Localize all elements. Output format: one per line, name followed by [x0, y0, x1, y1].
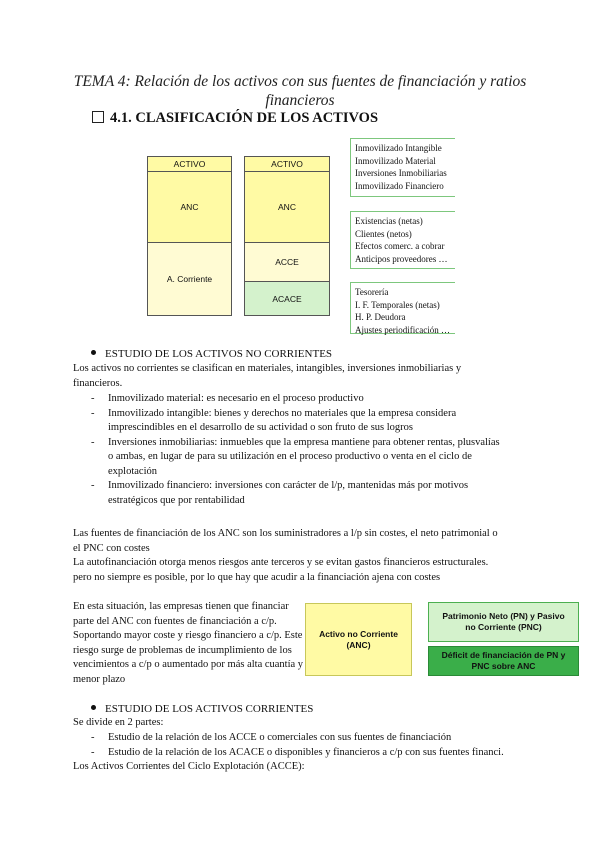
group-anc-item: Inversiones Inmobiliarias: [355, 168, 447, 178]
section-heading-text: 4.1. CLASIFICACIÓN DE LOS ACTIVOS: [110, 110, 379, 126]
group-acce-item: Existencias (netas): [355, 216, 423, 226]
bullet-icon: [91, 350, 96, 355]
anc-intro-line: Los activos no corrientes se clasifican en materiales, intangibles, inversiones inmobiliarias y: [73, 363, 462, 374]
paragraph-line: pero no siempre es posible, por lo que hay que acudir a la financiación ajena con costes: [73, 571, 441, 583]
list-item-line: Inmovilizado material: es necesario en el proceso productivo: [108, 393, 364, 404]
ac-intro: Se divide en 2 partes:: [73, 717, 164, 728]
group-acace-item: I. F. Temporales (netas): [355, 299, 440, 310]
paragraph-line: Soportando mayor coste y riesgo financiero a c/p. Este: [73, 630, 303, 641]
section-ac-heading: [91, 703, 313, 715]
section-anc-heading-text: ESTUDIO DE LOS ACTIVOS NO CORRIENTES: [105, 348, 333, 360]
group-acace-item: Tesorería: [355, 287, 389, 297]
dash-icon: -: [91, 746, 95, 758]
anc-paragraph-3: [73, 600, 333, 687]
page-title: TEMA 4: Relación de los activos con sus fuentes de financiación y ratios financieros: [73, 73, 527, 109]
list-item: [91, 407, 538, 436]
group-anc-list: [350, 138, 455, 197]
paragraph-line: el PNC con costes: [73, 542, 150, 554]
right-acace: ACACE: [245, 282, 329, 315]
asset-column-right: [244, 156, 330, 316]
left-header: ACTIVO: [148, 157, 231, 172]
list-item-line: Estudio de la relación de los ACACE o disponibles y financieros a c/p con sus fuentes financi.: [108, 746, 504, 758]
list-item-line: Inversiones inmobiliarias: inmuebles que la empresa mantiene para obtener rentas, plusvalías: [108, 436, 500, 448]
paragraph-line: Las fuentes de financiación de los ANC son los suministradores a l/p sin costes, el neto patrimonial o: [73, 528, 498, 539]
anc-intro: [73, 362, 543, 391]
section-ac-heading-text: ESTUDIO DE LOS ACTIVOS CORRIENTES: [105, 703, 314, 715]
group-acace-list: [350, 282, 455, 334]
group-acce-item: Efectos comerc. a cobrar: [355, 241, 445, 251]
list-item-line: Estudio de la relación de los ACCE o comerciales con sus fuentes de financiación: [108, 732, 452, 743]
bullet-icon: [91, 705, 96, 710]
box-deficit: Déficit de financiación de PN y PNC sobre ANC: [428, 646, 579, 676]
paragraph-line: parte del ANC con fuentes de financiación a c/p.: [73, 615, 277, 627]
anc-paragraph-1: [73, 527, 553, 585]
section-heading: [92, 110, 378, 127]
left-ac: A. Corriente: [166, 274, 213, 284]
group-acce-list: [350, 211, 455, 269]
group-anc-item: Inmovilizado Intangible: [355, 143, 442, 153]
list-item-line: explotación: [108, 465, 157, 477]
ac-closing: Los Activos Corrientes del Ciclo Explotación (ACCE):: [73, 761, 305, 772]
group-anc-item: Inmovilizado Material: [355, 155, 436, 166]
list-item: [91, 392, 538, 407]
right-header: ACTIVO: [245, 157, 329, 172]
anc-list: [91, 392, 538, 508]
list-item-line: Inmovilizado financiero: inversiones con carácter de l/p, mantenidas más por motivos: [108, 480, 469, 491]
left-anc: ANC: [148, 172, 231, 243]
dash-icon: -: [91, 732, 95, 743]
paragraph-line: En esta situación, las empresas tienen que financiar: [73, 601, 289, 612]
section-anc-heading: [91, 348, 332, 360]
group-acce-item: Anticipos proveedores …: [355, 253, 448, 264]
dash-icon: -: [91, 480, 95, 491]
dash-icon: -: [91, 393, 95, 404]
dash-icon: -: [91, 436, 95, 448]
paragraph-line: riesgo surge de problemas de incumplimiento de los: [73, 644, 292, 656]
list-item-line: estratégicos que por rentabilidad: [108, 494, 245, 506]
box-anc: Activo no Corriente (ANC): [305, 603, 412, 676]
paragraph-line: vencimientos a c/p o aumentado por más alta cuantía y: [73, 659, 304, 670]
list-item: [91, 479, 538, 508]
list-item: [91, 731, 548, 746]
right-acce: ACCE: [245, 243, 329, 282]
list-item: [91, 436, 538, 480]
paragraph-line: menor plazo: [73, 673, 126, 685]
group-acace-item: Ajustes periodificación …: [355, 324, 450, 335]
group-acce-item: Clientes (netos): [355, 228, 412, 239]
asset-column-left: [147, 156, 232, 316]
group-anc-item: Inmovilizado Financiero: [355, 180, 444, 191]
checkbox-icon: [92, 111, 104, 123]
box-pn-pnc: Patrimonio Neto (PN) y Pasivo no Corriente (PNC): [428, 602, 579, 642]
anc-intro-line: financieros.: [73, 377, 123, 389]
list-item: [91, 746, 548, 761]
list-item-line: Inmovilizado intangible: bienes y derechos no materiales que la empresa considera: [108, 407, 457, 419]
group-acace-item: H. P. Deudora: [355, 312, 406, 322]
dash-icon: -: [91, 407, 95, 419]
paragraph-line: La autofinanciación otorga menos riesgos ante terceros y se evitan gastos financieros estructurales.: [73, 557, 489, 568]
right-anc: ANC: [245, 172, 329, 243]
list-item-line: o ambas, en lugar de para su utilización en el proceso productivo o venta en el ciclo de: [108, 451, 472, 462]
ac-list: [91, 731, 548, 760]
list-item-line: imprescindibles en el desarrollo de su actividad o son fruto de sus logros: [108, 422, 414, 433]
